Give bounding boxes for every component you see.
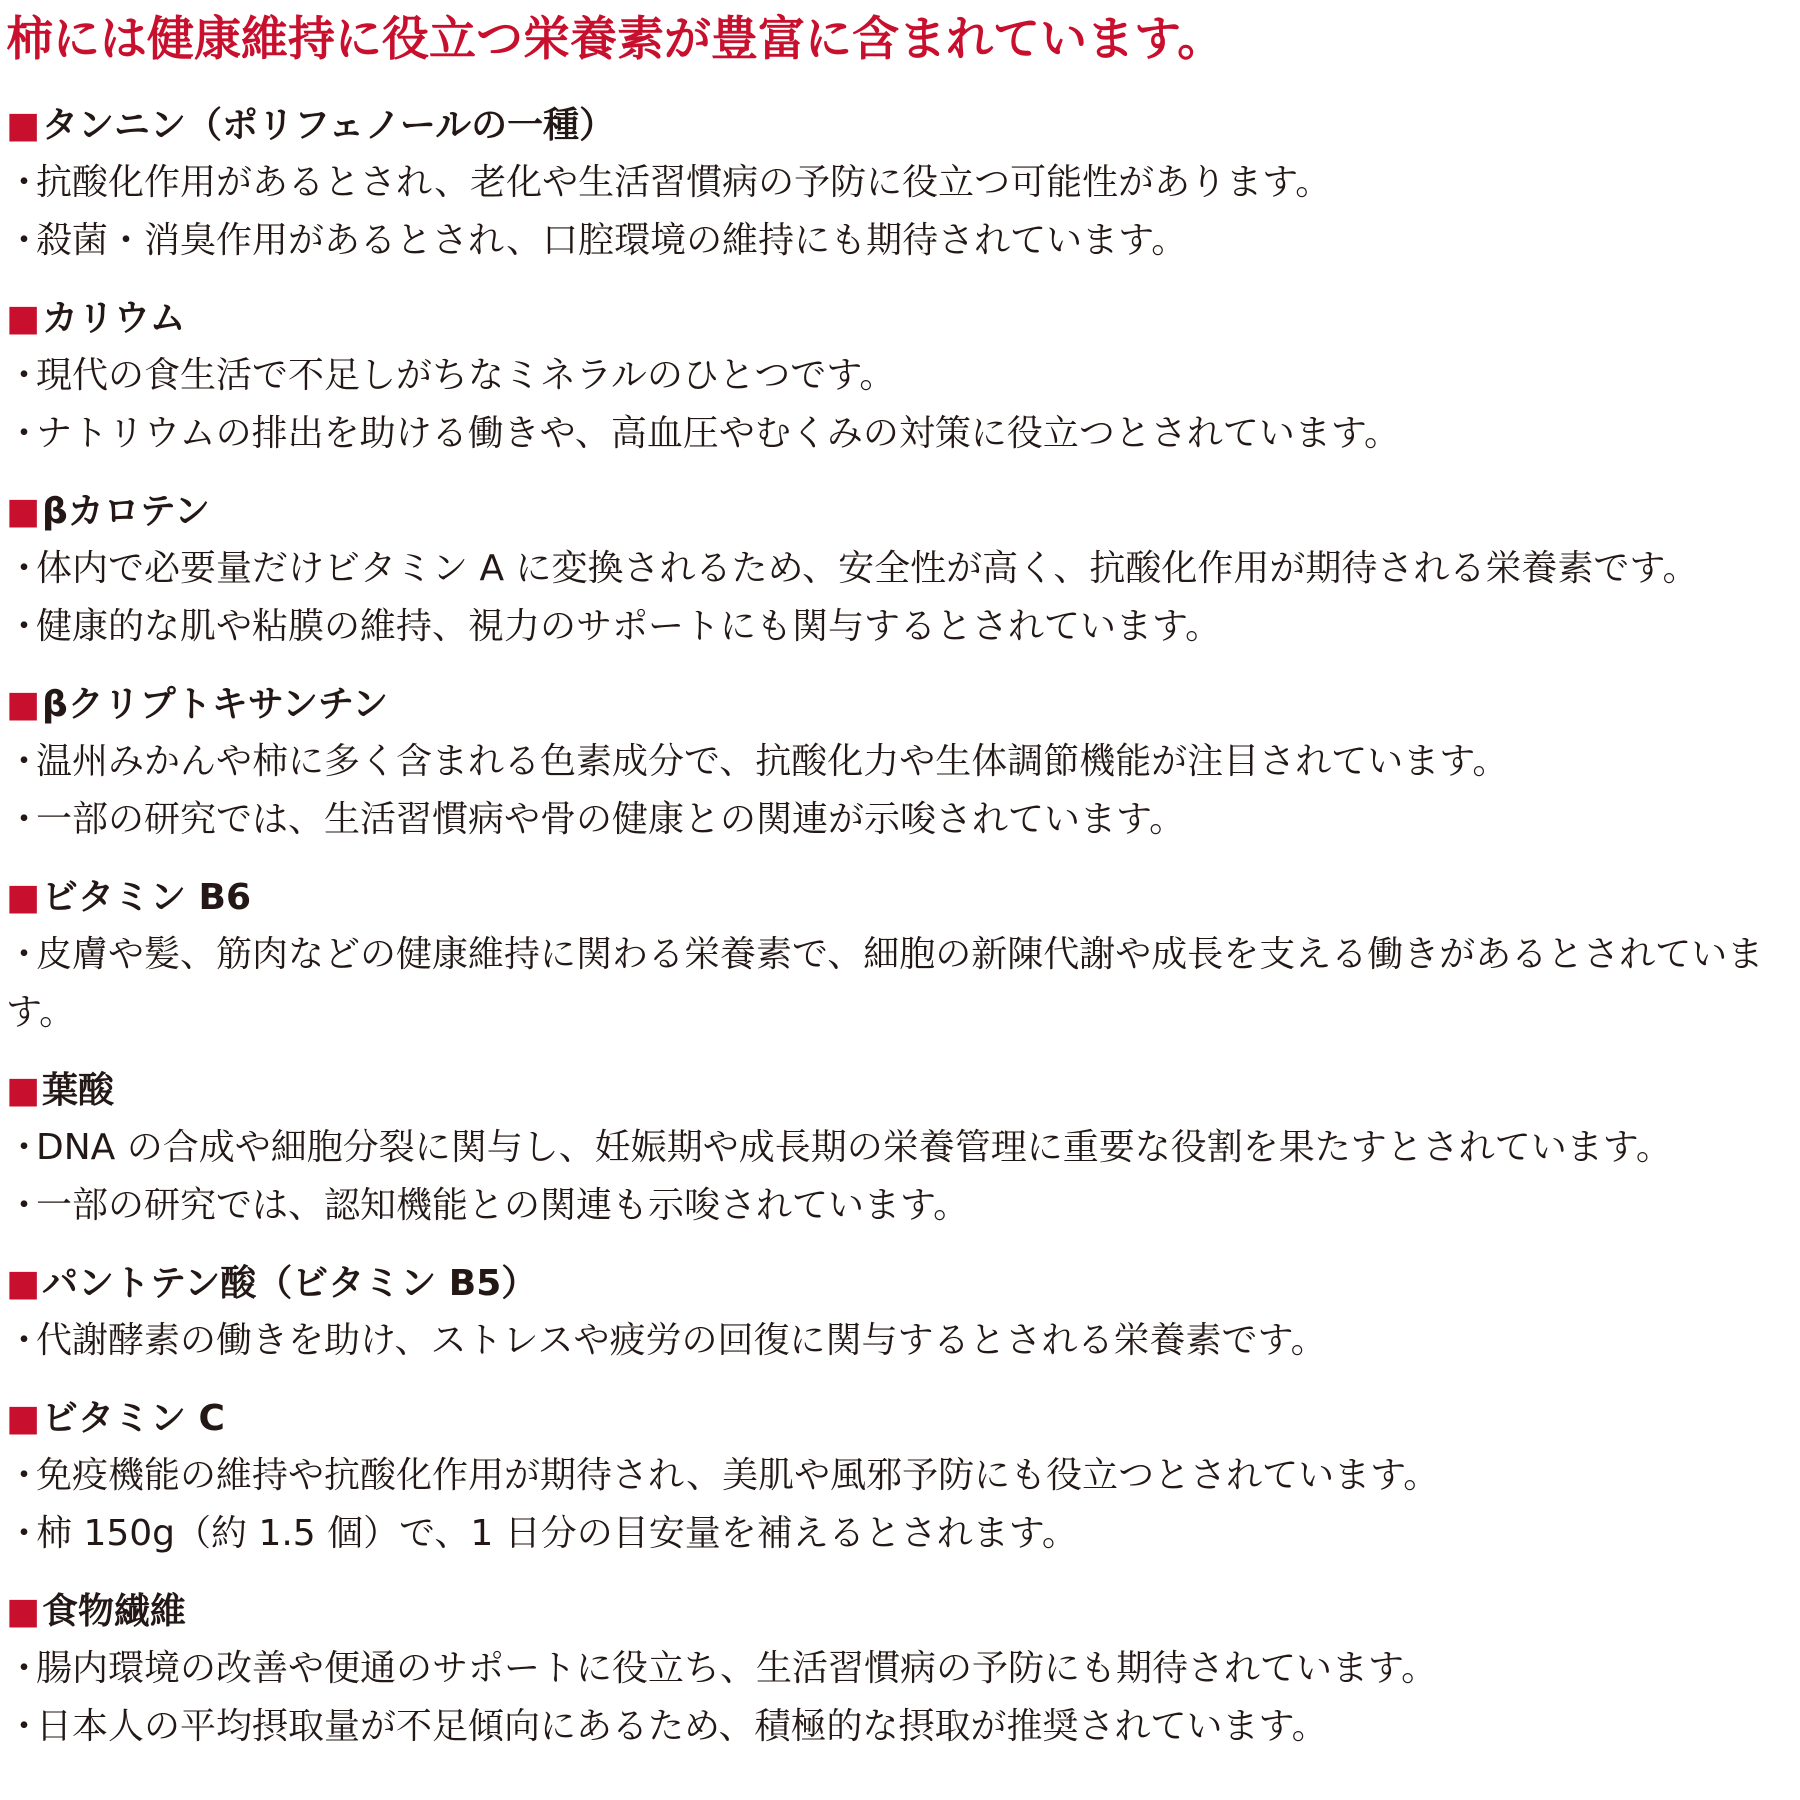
bullet-text: 抗酸化作用があるとされ、老化や生活習慣病の予防に役立つ可能性があります。	[36, 162, 1332, 203]
bullet-item	[6, 1447, 1794, 1505]
bullet-dot: ・	[6, 162, 43, 203]
bullet-item	[6, 405, 1794, 463]
bullet-dot: ・	[6, 1185, 43, 1226]
bullet-item	[6, 598, 1794, 656]
bullet-item	[6, 733, 1794, 791]
bullet-dot: ・	[6, 548, 43, 589]
nutrient-heading	[6, 1584, 1794, 1640]
square-marker-icon: ■	[6, 298, 41, 339]
bullet-list	[6, 1312, 1794, 1370]
square-marker-icon: ■	[6, 1263, 41, 1304]
nutrient-heading-label: カリウム	[42, 298, 186, 339]
square-marker-icon: ■	[6, 105, 41, 146]
bullet-dot: ・	[6, 741, 43, 782]
bullet-item	[6, 1505, 1794, 1563]
bullet-dot: ・	[6, 799, 43, 840]
nutrient-heading-label: βクリプトキサンチン	[42, 684, 389, 725]
nutrient-heading	[6, 98, 1794, 154]
square-marker-icon: ■	[6, 1398, 41, 1439]
bullet-text: 健康的な肌や粘膜の維持、視力のサポートにも関与するとされています。	[36, 606, 1222, 647]
bullet-list	[6, 540, 1794, 656]
nutrient-heading-label: 葉酸	[42, 1070, 115, 1111]
bullet-dot: ・	[6, 1648, 43, 1689]
nutrient-section	[6, 291, 1794, 463]
nutrient-heading-label: ビタミン C	[42, 1398, 225, 1439]
bullet-dot: ・	[6, 1320, 43, 1361]
nutrient-heading-label: タンニン（ポリフェノールの一種）	[42, 105, 616, 146]
bullet-list	[6, 347, 1794, 463]
bullet-text: 現代の食生活で不足しがちなミネラルのひとつです。	[36, 355, 896, 396]
square-marker-icon: ■	[6, 684, 41, 725]
bullet-dot: ・	[6, 1455, 43, 1496]
nutrient-heading	[6, 1063, 1794, 1119]
bullet-text: ナトリウムの排出を助ける働きや、高血圧やむくみの対策に役立つとされています。	[36, 413, 1401, 454]
nutrient-heading	[6, 677, 1794, 733]
nutrient-heading-label: パントテン酸（ビタミン B5）	[42, 1263, 538, 1304]
bullet-dot: ・	[6, 413, 43, 454]
bullet-item	[6, 347, 1794, 405]
bullet-item	[6, 926, 1794, 1042]
bullet-list	[6, 1119, 1794, 1235]
nutrient-section	[6, 677, 1794, 849]
nutrient-section	[6, 870, 1794, 1042]
bullet-list	[6, 154, 1794, 270]
bullet-item	[6, 791, 1794, 849]
bullet-item	[6, 1640, 1794, 1698]
nutrient-section	[6, 1391, 1794, 1563]
bullet-text: 皮膚や髪、筋肉などの健康維持に関わる栄養素で、細胞の新陳代謝や成長を支える働きがあるとされています。	[6, 934, 1764, 1033]
bullet-item	[6, 154, 1794, 212]
bullet-dot: ・	[6, 1706, 43, 1747]
nutrient-section	[6, 1584, 1794, 1756]
bullet-list	[6, 926, 1794, 1042]
nutrient-heading-label: ビタミン B6	[42, 877, 252, 918]
nutrient-list	[6, 98, 1794, 1756]
square-marker-icon: ■	[6, 1070, 41, 1111]
page-title: 柿には健康維持に役立つ栄養素が豊富に含まれています。	[6, 12, 1225, 67]
bullet-text: 柿 150g（約 1.5 個）で、1 日分の目安量を補えるとされます。	[36, 1513, 1078, 1554]
bullet-text: 日本人の平均摂取量が不足傾向にあるため、積極的な摂取が推奨されています。	[36, 1706, 1328, 1747]
bullet-text: 腸内環境の改善や便通のサポートに役立ち、生活習慣病の予防にも期待されています。	[36, 1648, 1438, 1689]
bullet-dot: ・	[6, 606, 43, 647]
bullet-item	[6, 212, 1794, 270]
bullet-text: 体内で必要量だけビタミン A に変換されるため、安全性が高く、抗酸化作用が期待される栄養素です。	[36, 548, 1699, 589]
bullet-dot: ・	[6, 355, 43, 396]
bullet-text: 一部の研究では、認知機能との関連も示唆されています。	[36, 1185, 970, 1226]
bullet-item	[6, 1698, 1794, 1756]
nutrient-section	[6, 98, 1794, 270]
nutrient-heading	[6, 870, 1794, 926]
bullet-text: 一部の研究では、生活習慣病や骨の健康との関連が示唆されています。	[36, 799, 1186, 840]
nutrient-heading-label: βカロテン	[42, 491, 210, 532]
square-marker-icon: ■	[6, 877, 41, 918]
nutrient-section	[6, 484, 1794, 656]
bullet-text: 殺菌・消臭作用があるとされ、口腔環境の維持にも期待されています。	[36, 220, 1188, 261]
bullet-item	[6, 1119, 1794, 1177]
nutrient-heading	[6, 291, 1794, 347]
bullet-text: 温州みかんや柿に多く含まれる色素成分で、抗酸化力や生体調節機能が注目されています。	[36, 741, 1509, 782]
nutrient-heading	[6, 484, 1794, 540]
bullet-list	[6, 1640, 1794, 1756]
bullet-list	[6, 1447, 1794, 1563]
square-marker-icon: ■	[6, 1591, 41, 1632]
nutrient-section	[6, 1063, 1794, 1235]
nutrient-heading	[6, 1391, 1794, 1447]
bullet-dot: ・	[6, 220, 43, 261]
nutrient-section	[6, 1256, 1794, 1370]
bullet-item	[6, 1312, 1794, 1370]
nutrient-heading	[6, 1256, 1794, 1312]
bullet-dot: ・	[6, 934, 43, 975]
square-marker-icon: ■	[6, 491, 41, 532]
bullet-item	[6, 540, 1794, 598]
bullet-dot: ・	[6, 1513, 43, 1554]
bullet-list	[6, 733, 1794, 849]
bullet-text: DNA の合成や細胞分裂に関与し、妊娠期や成長期の栄養管理に重要な役割を果たすとされています。	[36, 1127, 1672, 1168]
bullet-item	[6, 1177, 1794, 1235]
nutrient-heading-label: 食物繊維	[42, 1591, 187, 1632]
bullet-dot: ・	[6, 1127, 43, 1168]
bullet-text: 代謝酵素の働きを助け、ストレスや疲労の回復に関与するとされる栄養素です。	[36, 1320, 1327, 1361]
bullet-text: 免疫機能の維持や抗酸化作用が期待され、美肌や風邪予防にも役立つとされています。	[36, 1455, 1440, 1496]
